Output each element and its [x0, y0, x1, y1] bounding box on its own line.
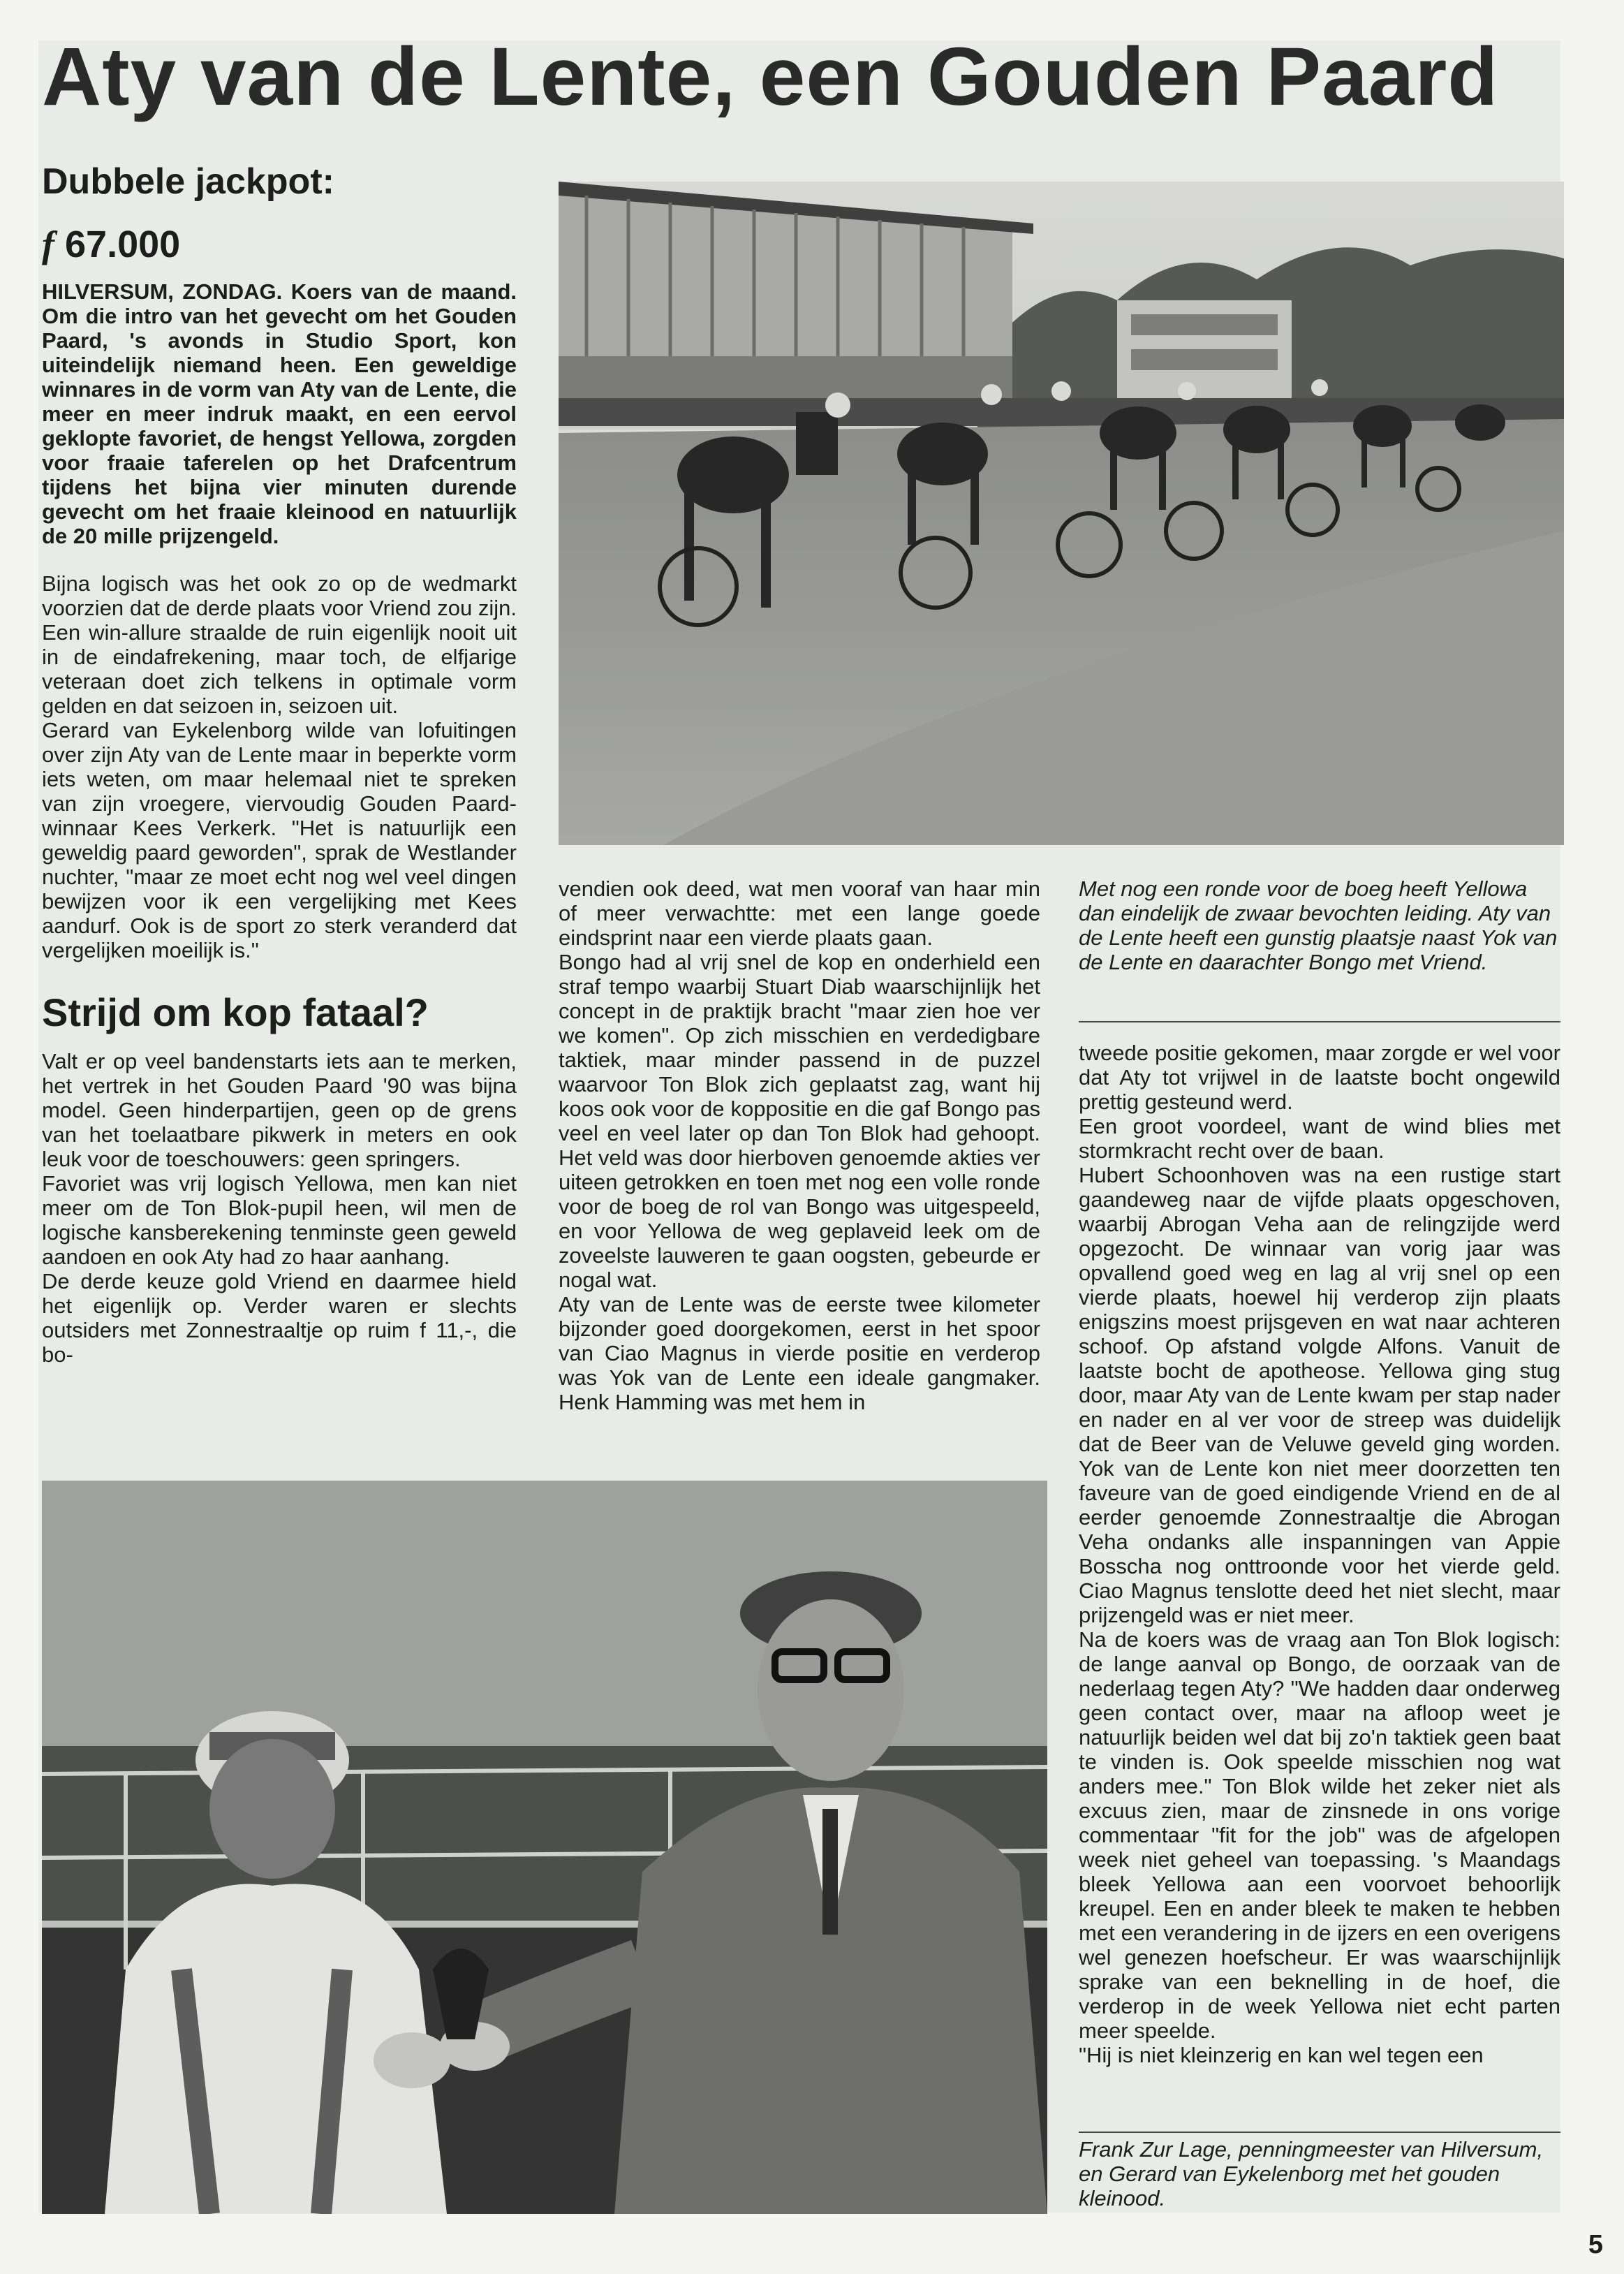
col3-paragraph-4: Na de koers was de vraag aan Ton Blok logisch: de lange aanval op Bongo, de oorzaak van de nederlaag tegen Aty? "We hadden daar onderweg geen contact over, maar na afloop weet je natuurlijk beiden wel dat bij zo'n taktiek geen baat te vinden is. Ook speelde misschien nog wat anders mee." Ton Blok wilde het zeker niet als excuus zien, maar de zinsnede in ons vorige commentaar "fit for the job" was de afgelopen week niet geheel van toepassing. 's Maandags bleek Yellowa aan een voorvoet behoorlijk kreupel. Een en ander bleek te maken te hebben met een verandering in de ijzers en een overigens wel genezen hoefscheur. Er was waarschijnlijk sprake van een beknelling in de hoef, die verderop in de week Yellowa niet echt parten meer speelde.: [1079, 1627, 1560, 2043]
lead-paragraph: HILVERSUM, ZONDAG. Koers van de maand. Om die intro van het gevecht om het Gouden Paard, 's avonds in Studio Sport, kon uiteindelijk niemand heen. Een geweldige winnares in de vorm van Aty van de Lente, die meer en meer indruk maakt, en een eervol geklopte favoriet, de hengst Yellowa, zorgden voor fraaie taferelen op het Drafcentrum tijdens het bijna vier minuten durende gevecht om het fraaie kleinood en natuurlijk de 20 mille prijzengeld.: [42, 279, 517, 548]
col1-paragraph-2: Gerard van Eykelenborg wilde van lofuitingen over zijn Aty van de Lente maar in beperkte vorm iets weten, om maar helemaal niet te spreken van zijn vroegere, viervoudig Gouden Paard-winnaar Kees Verkerk. "Het is natuurlijk een geweldig paard geworden", sprak de Westlander nuchter, "maar ze moet echt nog wel veel dingen bewijzen voor ik een vergelijking met Kees aandurf. Ook is de sport zo sterk veranderd dat vergelijken moeilijk is.": [42, 718, 517, 962]
col2-paragraph-3: Aty van de Lente was de eerste twee kilometer bijzonder goed doorgekomen, eerst in het spoor van Ciao Magnus in vierde positie en verderop was Yok van de Lente een ideale gangmaker. Henk Hamming was met hem in: [559, 1292, 1040, 1414]
col3-paragraph-5: "Hij is niet kleinzerig en kan wel tegen een: [1079, 2043, 1484, 2067]
page-number: 5: [1588, 2230, 1603, 2259]
caption-rule-bottom: [1079, 2132, 1560, 2133]
column-2: [559, 876, 1040, 1414]
harness-race-image: [559, 182, 1564, 845]
race-photo: [559, 182, 1564, 845]
col1-paragraph-4: Favoriet was vrij logisch Yellowa, men kan niet meer om de Ton Blok-pupil heen, wil men de logische kansberekening tenminste geen geweld aandoen en ook Aty had zo haar aanhang.: [42, 1171, 517, 1269]
subhead: Dubbele jackpot:: [42, 161, 334, 202]
trophy-presentation-image: [42, 1481, 1047, 2214]
col2-paragraph-2: Bongo had al vrij snel de kop en onderhield een straf tempo waarbij Stuart Diab waarschijnlijk het concept in de praktijk bracht "maar zien hoe ver we komen". Op zich misschien en verdedigbare taktiek, maar minder passend in de puzzel waarvoor Ton Blok zich geplaatst zag, want hij koos ook voor de koppositie en die gaf Bongo pas veel en veel later op dan Ton Blok had gehoopt. Het veld was door hierboven genoemde akties ver uiteen getrokken en toen met nog een volle ronde voor de boeg de rol van Bongo was uitgespeeld, en voor Yellowa de weg geplaveid leek om de zoveelste lauweren te gaan oogsten, gebeurde er nogal wat.: [559, 950, 1040, 1292]
trophy-photo: [42, 1481, 1047, 2214]
caption-rule-top: [1079, 1021, 1560, 1022]
col3-paragraph-2: Een groot voordeel, want de wind blies met stormkracht recht over de baan.: [1079, 1114, 1560, 1163]
headline: Aty van de Lente, een Gouden Paard: [42, 31, 1499, 123]
col1-paragraph-1: Bijna logisch was het ook zo op de wedmarkt voorzien dat de derde plaats voor Vriend zou zijn. Een win-allure straalde de ruin eigenlijk nooit uit in de eindafrekening, maar toch, de elfjarige veteraan doet zich telkens in optimale vorm gelden en dat seizoen in, seizoen uit.: [42, 571, 517, 718]
photo-caption-top: Met nog een ronde voor de boeg heeft Yellowa dan eindelijk de zwaar bevochten leiding. Aty van de Lente heeft een gunstig plaatsje naast Yok van de Lente en daarachter Bongo met Vriend.: [1079, 876, 1558, 974]
guilder-symbol: f: [42, 223, 54, 265]
col1-paragraph-3: Valt er op veel bandenstarts iets aan te merken, het vertrek in het Gouden Paard '90 was bijna model. Geen hinderpartijen, geen op de grens van het toelaatbare pikwerk in meters en ook leuk voor de toeschouwers: geen springers.: [42, 1049, 517, 1171]
col3-paragraph-3: Hubert Schoonhoven was na een rustige start gaandeweg naar de vijfde plaats opgeschoven, waarbij Abrogan Veha aan de relingzijde werd opgezocht. De winnaar van vorig jaar was opvallend goed weg en lag al vrij snel op een vierde plaats, hoewel hij verderop zijn plaats enigszins moest prijsgeven en wat naar achteren schoof. Op afstand volgde Alfons. Vanuit de laatste bocht de apotheose. Yellowa ging stug door, maar Aty van de Lente kwam per stap nader en nader en al ver voor de streep was duidelijk dat de Beer van de Veluwe geveld ging worden. Yok van de Lente kon niet meer doorzetten ten faveure van de goed eindigende Vriend en de al eerder genoemde Zonnestraaltje die Abrogan Veha ondanks alle inspanningen van Appie Bosscha nog onttroonde voor het vierde geld. Ciao Magnus tenslotte deed het niet slecht, maar prijzengeld was er niet meer.: [1079, 1163, 1560, 1627]
col3-paragraph-1: tweede positie gekomen, maar zorgde er wel voor dat Aty tot vrijwel in de laatste bocht ongewild prettig gesteund werd.: [1079, 1041, 1560, 1114]
column-3: [1079, 1041, 1560, 2067]
price-value: 67.000: [65, 223, 181, 265]
column-1: [42, 161, 517, 1367]
photo-caption-bottom: Frank Zur Lage, penningmeester van Hilversum, en Gerard van Eykelenborg met het gouden kleinood.: [1079, 2137, 1544, 2210]
col2-paragraph-1: vendien ook deed, wat men vooraf van haar min of meer verwachtte: met een lange goede eindsprint naar een vierde plaats gaan.: [559, 876, 1040, 950]
col1-paragraph-5: De derde keuze gold Vriend en daarmee hield het eigenlijk op. Verder waren er slechts outsiders met Zonnestraaltje op ruim f 11,-, die bo-: [42, 1269, 517, 1367]
jackpot-amount: [42, 223, 517, 265]
section-head: Strijd om kop fataal?: [42, 990, 429, 1034]
